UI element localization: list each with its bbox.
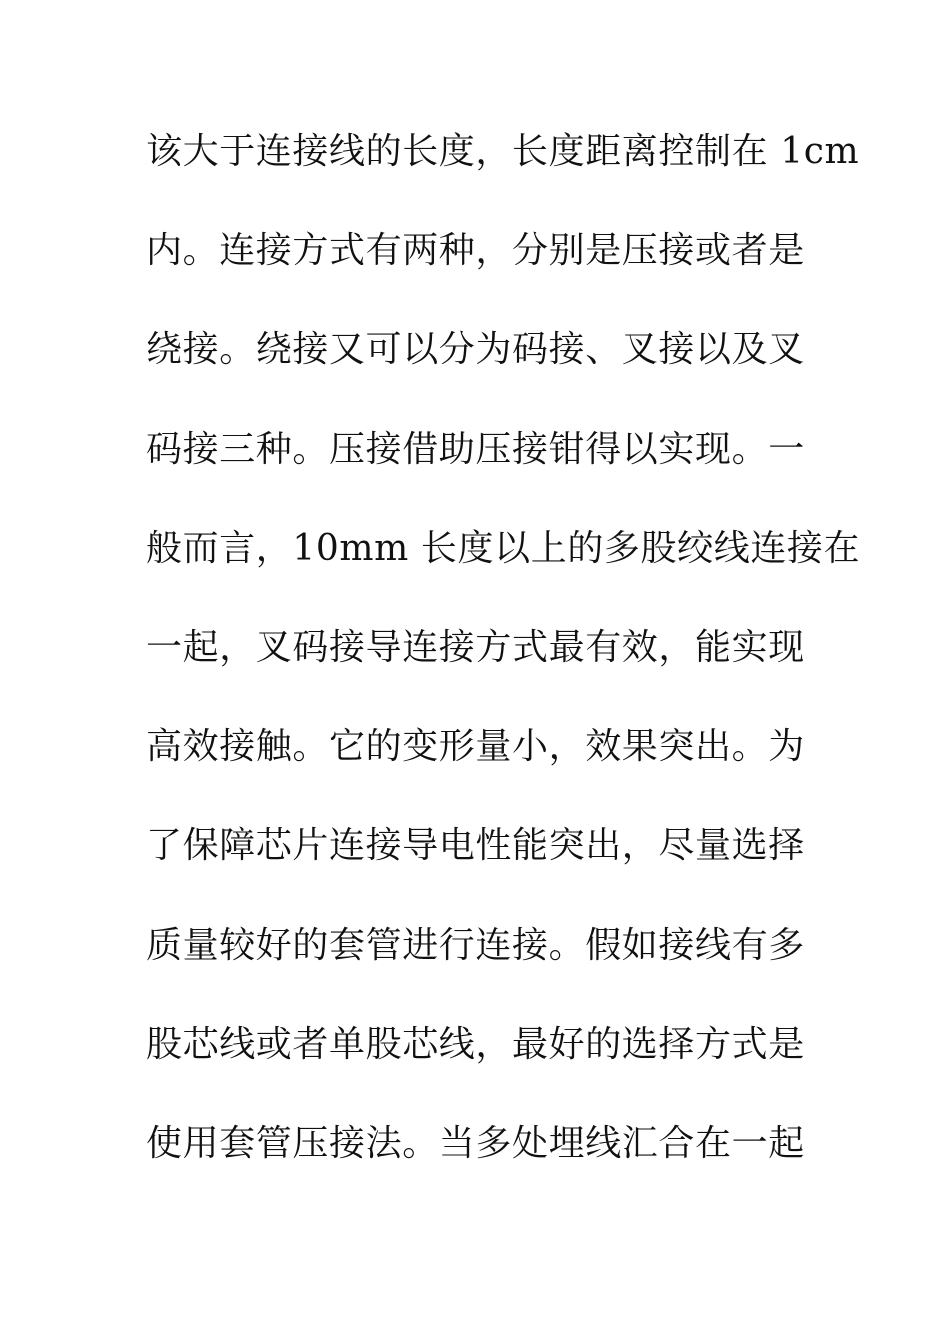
text-line: 码接三种。压接借助压接钳得以实现。一 [146, 428, 805, 470]
text-line: 该大于连接线的长度，长度距离控制在 1cm [146, 131, 860, 172]
text-line: 内。连接方式有两种，分别是压接或者是 [146, 230, 805, 272]
text-line: 般而言，10mm 长度以上的多股绞线连接在 [146, 527, 861, 569]
text-line: 使用套管压接法。当多处埋线汇合在一起 [146, 1122, 805, 1164]
text-line: 绕接。绕接又可以分为码接、叉接以及叉 [146, 329, 805, 371]
text-line: 高效接触。它的变形量小，效果突出。为 [146, 726, 805, 768]
text-line: 股芯线或者单股芯线，最好的选择方式是 [146, 1023, 805, 1065]
text-line: 一起，叉码接导连接方式最有效，能实现 [146, 626, 805, 668]
text-line: 了保障芯片连接导电性能突出，尽量选择 [146, 825, 805, 867]
text-line: 质量较好的套管进行连接。假如接线有多 [146, 924, 805, 966]
body-text [146, 120, 861, 1211]
